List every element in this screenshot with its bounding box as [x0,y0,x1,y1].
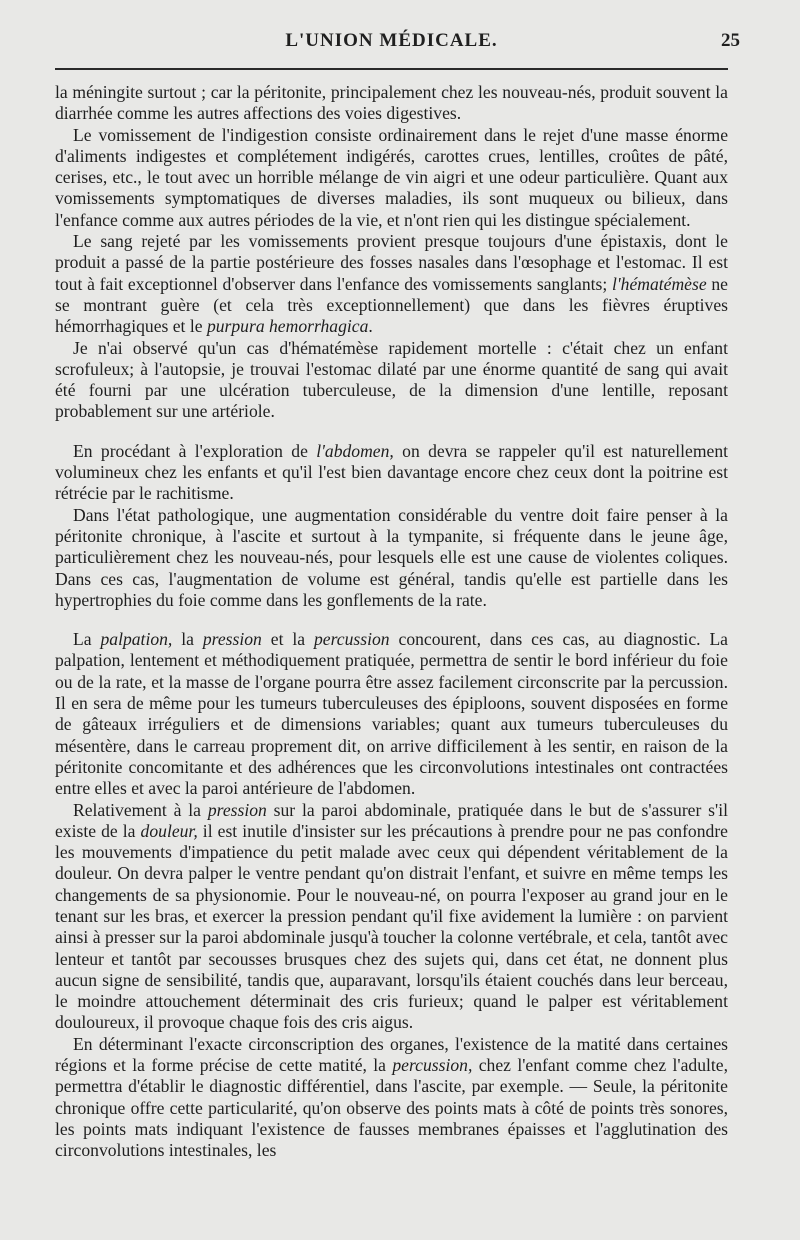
paragraph [55,441,728,505]
text-run: En déterminant l'exacte circonscription des organes, l'existence de la matité dans certaines régions et la forme précise de cette matité, la [55,1033,728,1076]
paragraph [55,338,728,423]
text-run: la [172,629,203,650]
paragraph [55,125,728,231]
text-run: sur la paroi abdominale, pratiquée dans le but de s'assurer s'il existe de la [55,799,728,841]
text-run: Je n'ai observé qu'un cas d'hématémèse rapidement mortelle : c'était chez un enfant scrofuleux; à l'autopsie, je trouvai l'estomac dilaté par une énorme quantité de sang qui avait été fourni par une ulcération tuberculeuse, de la dimension d'une lentille, reposant probablement sur une artériole. [55,337,728,422]
page-header [55,28,740,58]
text-run: Le vomissement de l'indigestion consiste ordinairement dans le rejet d'une masse énorme d'aliments indigestes et complétement indigérés, carottes crues, lentilles, croûtes de pâté, cerises, etc., le tout avec un horrible mélange de vin aigri et une odeur particulière. Quant aux vomissements symptomatiques de diverses maladies, ils sont muqueux ou bilieux, dans l'enfance comme aux autres périodes de la vie, et n'ont rien qui les distingue spécialement. [55,124,728,230]
paragraph [55,800,728,1034]
body-text [55,82,728,1162]
italic-text: percussion, [392,1055,473,1076]
italic-text: l'hématémèse [612,273,707,294]
text-run: Dans l'état pathologique, une augmentation considérable du ventre doit faire penser à la péritonite chronique, à l'ascite et surtout à la tympanite, si fréquente dans le jeune âge, particulièrement chez les nouveau-nés, pour lesquels elle est une cause de violentes coliques. Dans ces cas, l'augmentation de volume est général, tandis qu'elle est partielle dans les hypertrophies du foie comme dans les gonflements de la rate. [55,504,728,610]
text-run: il est inutile d'insister sur les précautions à prendre pour ne pas confondre les mouvements d'impatience du petit malade avec ceux qui dépendent véritablement de la douleur. On devra palper le ventre pendant qu'on distrait l'enfant, et suivre en même temps les changements de sa physionomie. Pour le nouveau-né, on pourra l'exposer au grand jour en le tenant sur les bras, et exercer la pression pendant qu'il fixe avidement la lumière : on parvient ainsi à presser sur la paroi abdominale jusqu'à toucher la colonne vertébrale, et cela, tantôt avec lenteur et tantôt par secousses brusques chez des sujets qui, dans cet état, ne donnent plus aucun signe de sensibilité, tandis que, auparavant, lorsqu'ils étaient couchés dans leur berceau, le moindre attouchement déterminait des cris furieux; quand le palper est véritablement douloureux, il provoque chaque fois des cris aigus. [55,820,728,1033]
text-run: ne se montrant guère (et cela très exceptionnellement) que dans les fièvres éruptives hémorrhagiques et le [55,273,728,337]
text-run: la méningite surtout ; car la péritonite, principalement chez les nouveau-nés, produit souvent la diarrhée comme les autres affections des voies digestives. [55,82,728,124]
text-run: concourent, dans ces cas, au diagnostic. La palpation, lentement et méthodiquement pratiquée, permettra de sentir le bord inférieur du foie ou de la rate, et la masse de l'organe pourra être assez facilement circonscrite par la percussion. Il en sera de même pour les tumeurs tuberculeuses des épiploons, souvent disposées en forme de gâteaux irréguliers et de dimensions variables; quant aux tumeurs tuberculeuses du mésentère, dans le carreau proprement dit, on arrive difficilement à les sentir, en raison de la péritonite concomitante et des adhérences que les circonvolutions intestinales ont contractées entre elles et avec la paroi antérieure de l'abdomen. [55,629,728,799]
text-run: et la [261,629,314,650]
italic-text: purpura hemorrhagica [206,316,369,337]
paragraph [55,82,728,125]
text-run: chez l'enfant comme chez l'adulte, permettra d'établir le diagnostic différentiel, dans l'ascite, par exemple. — Seule, la péritonite chronique offre cette particularité, qu'on observe des points mats à côté de points très sonores, les points mats indiquant l'existence de fausses membranes épaisses et l'agglutination des circonvolutions intestinales, les [55,1055,728,1161]
italic-text: palpation, [100,629,173,650]
paragraph [55,231,728,337]
text-run: La [73,629,101,650]
text-run: on devra se rappeler qu'il est naturellement volumineux chez les enfants et qu'il l'est bien davantage encore chez ceux dont la poitrine est rétrécie par le rachitisme. [55,440,728,504]
italic-text: percussion [314,629,390,650]
paragraph [55,629,728,799]
text-run: Le sang rejeté par les vomissements provient presque toujours d'une épistaxis, dont le produit a passé de la partie postérieure des fosses nasales dans l'œsophage et l'estomac. Il est tout à fait exceptionnel d'observer dans l'enfance des vomissements sanglants; [55,231,728,294]
italic-text: pression [207,799,267,820]
header-rule [55,68,728,70]
paragraph [55,505,728,611]
text-run: En procédant à l'exploration de [73,440,317,461]
paragraph [55,1034,728,1162]
text-run: . [368,316,373,337]
italic-text: pression [202,629,262,650]
italic-text: douleur, [140,820,198,841]
running-title: L'UNION MÉDICALE. [285,30,498,51]
italic-text: l'abdomen, [316,440,394,461]
page-number: 25 [721,30,740,51]
text-run: Relativement à la [73,799,208,820]
